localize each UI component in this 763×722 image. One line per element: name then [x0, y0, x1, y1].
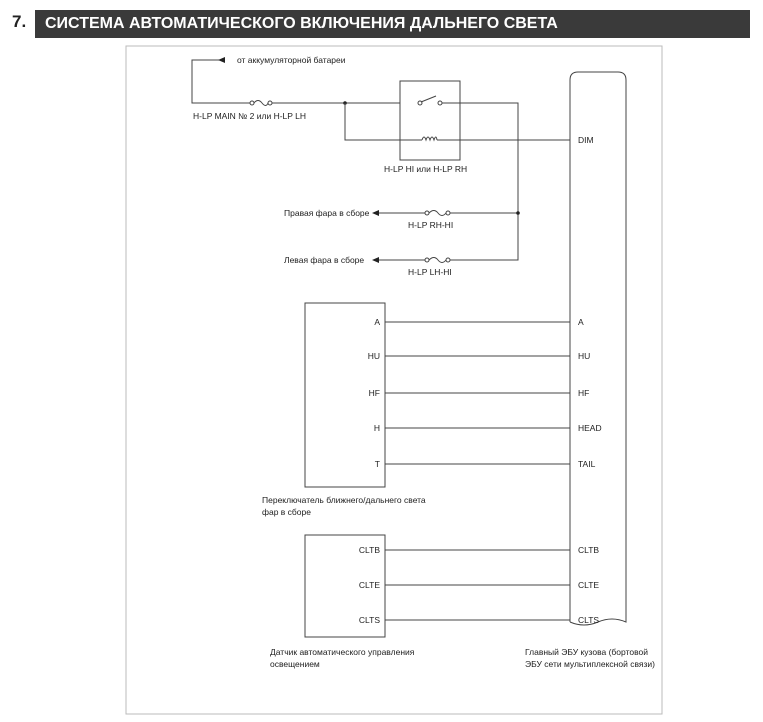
junction-dot	[516, 211, 520, 215]
fuse-icon	[425, 258, 450, 263]
ecu-pin: A	[578, 317, 584, 327]
sensor-pin: CLTE	[358, 580, 380, 590]
switch-pin: T	[374, 459, 380, 469]
switch-label-line1: Переключатель ближнего/дальнего света	[262, 495, 426, 505]
ecu-label-line2: ЭБУ сети мультиплексной связи)	[525, 659, 655, 669]
ecu-pin: CLTB	[578, 545, 600, 555]
ecu-pin: CLTS	[578, 615, 600, 625]
switch-pin: HU	[367, 351, 380, 361]
section-title: СИСТЕМА АВТОМАТИЧЕСКОГО ВКЛЮЧЕНИЯ ДАЛЬНЕГО СВЕТА	[35, 10, 750, 38]
main-fuse-label: H-LP MAIN № 2 или H-LP LH	[193, 111, 307, 121]
ecu-pin: HF	[578, 388, 590, 398]
relay-label: H-LP HI или H-LP RH	[384, 164, 468, 174]
fuse-icon	[250, 101, 272, 106]
arrow-icon	[372, 257, 379, 263]
switch-pin: H	[373, 423, 380, 433]
sensor-label-line1: Датчик автоматического управления	[270, 647, 415, 657]
section-number: 7.	[12, 12, 27, 31]
switch-pin: HF	[368, 388, 380, 398]
ecu-pin: HU	[578, 351, 591, 361]
left-fuse-label: H-LP LH-HI	[408, 267, 452, 277]
ecu-pin: TAIL	[578, 459, 596, 469]
switch-pin: A	[374, 317, 380, 327]
relay-switch-icon	[418, 96, 442, 105]
dim-wire	[345, 103, 570, 140]
relay-box	[400, 81, 460, 160]
right-fuse-label: H-LP RH-HI	[408, 220, 454, 230]
main-feed-wire	[192, 60, 400, 103]
ecu-pin: CLTE	[578, 580, 600, 590]
arrow-icon	[372, 210, 379, 216]
battery-label: от аккумуляторной батареи	[237, 55, 346, 65]
headlamp-wires	[378, 103, 518, 260]
body-ecu-box	[570, 72, 626, 625]
ecu-pin-dim: DIM	[578, 135, 594, 145]
left-headlamp-label: Левая фара в сборе	[284, 255, 365, 265]
sensor-label-line2: освещением	[270, 659, 320, 669]
fuse-icon	[425, 211, 450, 216]
relay-coil-icon	[422, 137, 437, 140]
switch-label-line2: фар в сборе	[262, 507, 311, 517]
right-headlamp-label: Правая фара в сборе	[284, 208, 370, 218]
diagram-frame	[126, 46, 662, 714]
ecu-pin: HEAD	[578, 423, 602, 433]
ecu-label-line1: Главный ЭБУ кузова (бортовой	[525, 647, 648, 657]
arrow-icon	[218, 57, 225, 63]
sensor-pin: CLTS	[358, 615, 380, 625]
sensor-pin: CLTB	[358, 545, 380, 555]
